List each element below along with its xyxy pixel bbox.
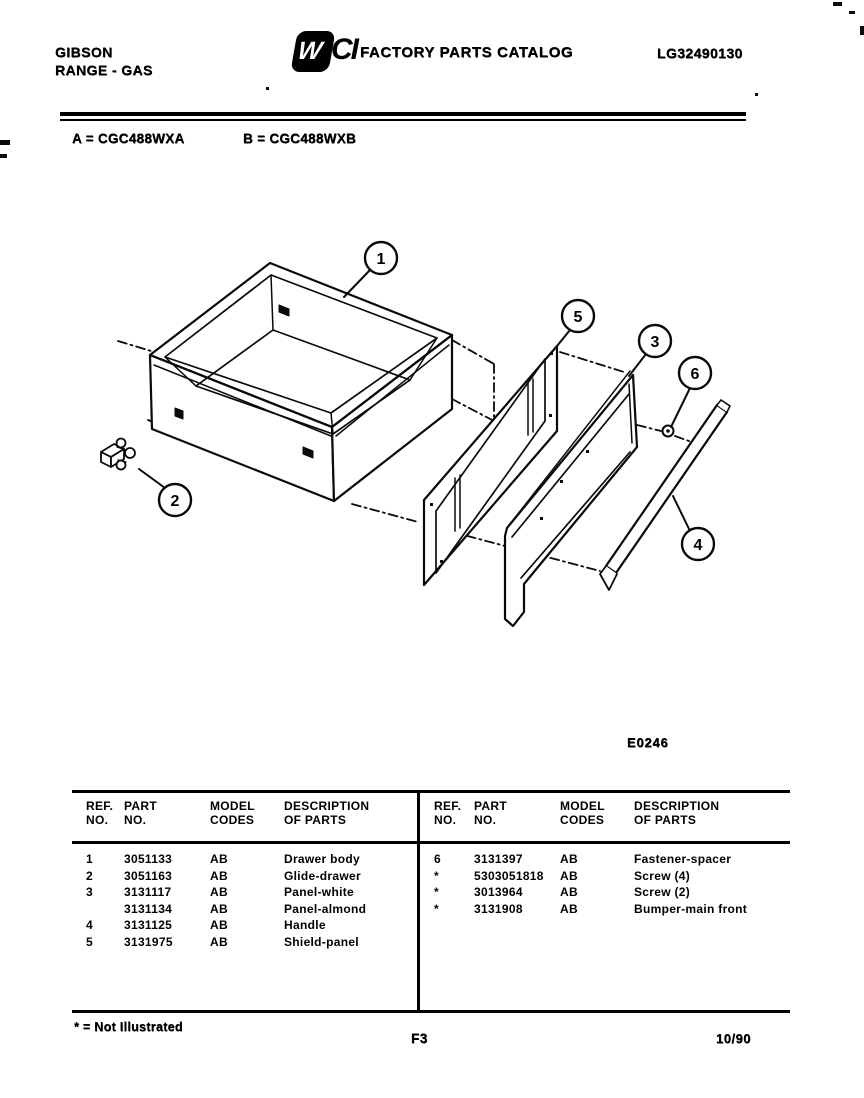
table-body-left <box>72 851 417 950</box>
col-desc: DESCRIPTION OF PARTS <box>634 799 720 827</box>
table-row: 2 3051163 AB Glide-drawer <box>86 868 361 883</box>
callout-6 <box>671 357 711 427</box>
table-row: 3 3131117 AB Panel-white <box>86 885 354 899</box>
table-row: 3131134 AB Panel-almond <box>124 901 367 916</box>
callout-5 <box>557 300 594 346</box>
catalog-number: LG32490130 <box>657 45 743 61</box>
table-header-left <box>72 793 417 844</box>
col-ref: REF. NO. <box>86 799 114 827</box>
callout-4-number: 4 <box>693 537 703 554</box>
table-row: * 3013964 AB Screw (2) <box>434 885 691 899</box>
date-code: 10/90 <box>716 1031 752 1046</box>
callout-3-number: 3 <box>650 334 660 351</box>
callout-4 <box>673 496 714 560</box>
table-row: * 5303051818 AB Screw (4) <box>434 868 691 883</box>
table-body-right <box>420 851 790 917</box>
table-row: * 3131908 AB Bumper-main front <box>434 901 748 916</box>
col-part: PART NO. <box>474 799 507 827</box>
drawer-body-part <box>150 263 452 501</box>
scan-artifact <box>0 154 7 158</box>
table-row: 4 3131125 AB Handle <box>86 918 326 932</box>
callout-2 <box>139 469 191 516</box>
table-row: 5 3131975 AB Shield-panel <box>86 934 359 949</box>
parts-table-right <box>420 793 790 1010</box>
brand-name: GIBSON <box>55 44 113 60</box>
parts-table-left <box>72 793 417 1010</box>
scan-artifact <box>0 140 10 145</box>
scan-artifact <box>833 2 842 6</box>
catalog-title: FACTORY PARTS CATALOG <box>360 44 574 61</box>
col-desc: DESCRIPTION OF PARTS <box>284 799 370 827</box>
scan-artifact <box>755 93 758 96</box>
parts-table <box>72 790 790 1013</box>
col-ref: REF. NO. <box>434 799 462 827</box>
col-part: PART NO. <box>124 799 157 827</box>
table-row: 1 3051133 AB Drawer body <box>86 852 360 866</box>
model-b-label: B = CGC488WXB <box>243 131 357 146</box>
table-row: 6 3131397 AB Fastener-spacer <box>434 852 732 866</box>
callout-3 <box>629 325 671 376</box>
scan-artifact <box>266 87 269 90</box>
callout-2-number: 2 <box>170 493 180 510</box>
glide-drawer-part <box>101 439 135 470</box>
wci-logo-w: W <box>295 37 324 65</box>
col-model: MODEL CODES <box>560 799 605 827</box>
wci-logo-ci: CI <box>331 33 357 66</box>
model-a-label: A = CGC488WXA <box>72 131 185 146</box>
diagram-code: E0246 <box>627 735 669 750</box>
scan-artifact <box>860 26 864 35</box>
callout-1-number: 1 <box>376 251 386 268</box>
table-header-right <box>420 793 790 844</box>
page-number: F3 <box>411 1031 428 1046</box>
not-illustrated-footnote: * = Not Illustrated <box>74 1020 183 1034</box>
brand-range-type: RANGE - GAS <box>55 62 153 78</box>
col-model: MODEL CODES <box>210 799 255 827</box>
callout-1 <box>344 242 397 297</box>
callout-5-number: 5 <box>573 309 583 326</box>
callout-6-number: 6 <box>690 366 700 383</box>
scan-artifact <box>849 11 855 14</box>
